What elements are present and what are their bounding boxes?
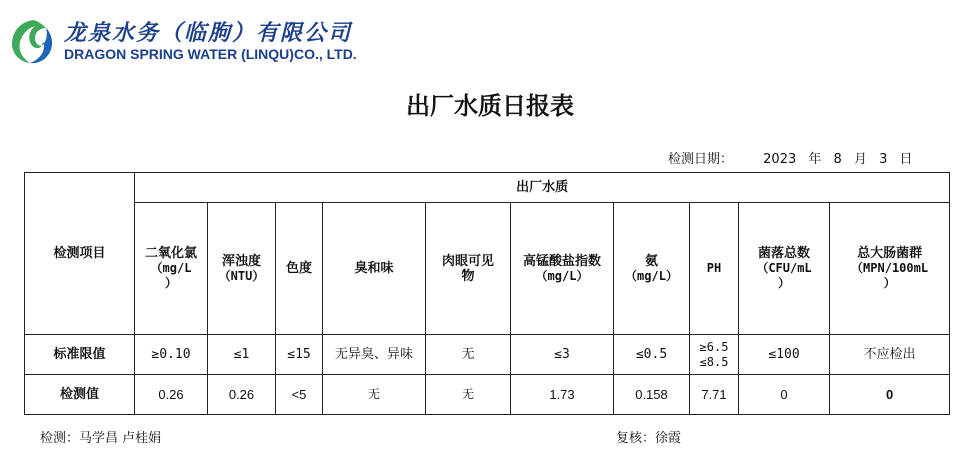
table-row [25,335,950,375]
table-cell: ≤1 [208,335,276,375]
table-cell: 不应检出 [830,335,950,375]
table-cell: 无 [426,375,511,415]
column-header: 臭和味 [323,203,426,335]
table-cell: ≤3 [511,335,614,375]
row-label-standard: 标准限值 [25,335,135,375]
column-header: 氨 （mg/L） [614,203,690,335]
company-name-en: DRAGON SPRING WATER (LINQU)CO., LTD. [64,46,357,62]
column-header: 肉眼可见 物 [426,203,511,335]
table-cell: ≥0.10 [135,335,208,375]
company-header [8,6,408,66]
date-year-unit: 年 [808,152,822,167]
table-cell: 0 [830,375,950,415]
date-month: 8 [833,152,842,167]
column-header: PH [690,203,739,335]
column-header: 总大肠菌群 （MPN/100mL ） [830,203,950,335]
table-row [25,375,950,415]
table-cell: 0 [739,375,830,415]
column-header: 二氧化氯 （mg/L ） [135,203,208,335]
table-cell: ≤15 [276,335,323,375]
date-year: 2023 [763,152,797,167]
water-quality-table [24,172,950,415]
company-name-cn: 龙泉水务（临朐）有限公司 [64,20,353,46]
column-header: 色度 [276,203,323,335]
column-header: 浑浊度 （NTU） [208,203,276,335]
row-label-value: 检测值 [25,375,135,415]
date-label: 检测日期： [668,152,734,167]
page-title: 出厂水质日报表 [406,91,574,120]
table-cell: 0.158 [614,375,690,415]
table-cell: <5 [276,375,323,415]
table-cell: 无 [426,335,511,375]
table-cell: 0.26 [208,375,276,415]
table-cell: 1.73 [511,375,614,415]
report-date [668,148,917,167]
date-day: 3 [879,152,888,167]
table-cell: 无 [323,375,426,415]
company-logo-icon [8,16,58,66]
date-day-unit: 日 [899,152,913,167]
table-cell: ≤100 [739,335,830,375]
column-header: 高锰酸盐指数 （mg/L） [511,203,614,335]
table-cell: 无异臭、异味 [323,335,426,375]
table-cell: ≥6.5 ≤8.5 [690,335,739,375]
table-cell: ≤0.5 [614,335,690,375]
group-header: 出厂水质 [135,173,950,203]
date-month-unit: 月 [853,152,867,167]
inspector-signature: 检测：马学昌 卢桂娟 [40,431,162,446]
reviewer-signature: 复核：徐霞 [616,431,682,446]
row-header-item: 检测项目 [25,173,135,335]
table-cell: 7.71 [690,375,739,415]
table-cell: 0.26 [135,375,208,415]
column-header: 菌落总数 （CFU/mL ） [739,203,830,335]
